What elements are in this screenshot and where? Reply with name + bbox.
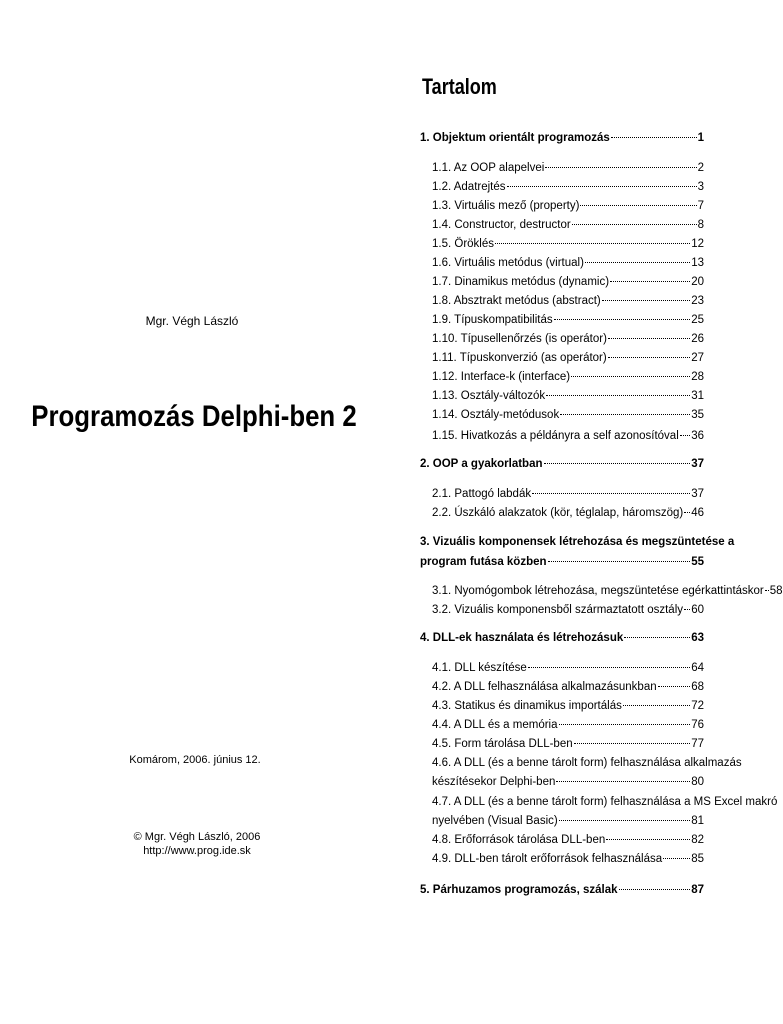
toc-page-number: 82 — [691, 834, 704, 846]
dot-leader — [528, 667, 690, 668]
toc-page-number: 23 — [691, 295, 704, 307]
toc-page-number: 12 — [691, 238, 704, 250]
dot-leader — [624, 637, 690, 638]
dot-leader — [546, 395, 690, 396]
toc-chapter-entry[interactable] — [420, 884, 704, 896]
toc-section-entry[interactable] — [432, 200, 704, 212]
toc-section-entry[interactable] — [432, 776, 704, 788]
toc-entry-label: 1.13. Osztály-változók — [432, 390, 546, 402]
toc-page-number: 35 — [691, 409, 704, 421]
dot-leader — [545, 167, 696, 168]
dot-leader — [507, 186, 697, 187]
dot-leader — [765, 590, 769, 591]
toc-section-entry[interactable] — [432, 585, 783, 597]
toc-page-number: 27 — [691, 352, 704, 364]
website-url[interactable]: http://www.prog.ide.sk — [143, 845, 251, 857]
toc-entry-label: 1. Objektum orientált programozás — [420, 132, 610, 144]
toc-section-entry[interactable] — [432, 295, 704, 307]
dot-leader — [572, 224, 697, 225]
author-name: Mgr. Végh László — [145, 314, 239, 328]
toc-entry-label: 1.8. Absztrakt metódus (abstract) — [432, 295, 601, 307]
toc-entry-label: 2.1. Pattogó labdák — [432, 488, 532, 500]
toc-page-number: 46 — [691, 507, 704, 519]
dot-leader — [610, 281, 690, 282]
toc-page-number: 60 — [691, 604, 704, 616]
toc-chapter-entry[interactable] — [420, 556, 704, 568]
toc-page-number: 13 — [691, 257, 704, 269]
dot-leader — [663, 858, 690, 859]
dot-leader — [623, 705, 690, 706]
toc-entry-label: 2.2. Úszkáló alakzatok (kör, téglalap, háromszög) — [432, 507, 684, 519]
document-title: Programozás Delphi-ben 2 — [31, 400, 357, 433]
dot-leader — [585, 262, 690, 263]
dot-leader — [495, 243, 690, 244]
toc-page-number: 77 — [691, 738, 704, 750]
toc-section-entry[interactable] — [432, 681, 704, 693]
dot-leader — [608, 357, 690, 358]
toc-section-entry[interactable] — [432, 333, 704, 345]
toc-page-number: 2 — [697, 162, 704, 174]
toc-entry-label: 1.3. Virtuális mező (property) — [432, 200, 580, 212]
toc-section-entry[interactable] — [432, 815, 704, 827]
toc-page-number: 63 — [691, 632, 704, 644]
toc-entry-label: 1.5. Öröklés — [432, 238, 494, 250]
toc-page-number: 55 — [691, 556, 704, 568]
dot-leader — [602, 300, 690, 301]
toc-section-entry[interactable] — [432, 719, 704, 731]
toc-section-entry[interactable] — [432, 219, 704, 231]
toc-page-number: 85 — [691, 853, 704, 865]
toc-entry-label: 1.10. Típusellenőrzés (is operátor) — [432, 333, 607, 345]
toc-section-entry[interactable] — [432, 390, 704, 402]
toc-page-number: 20 — [691, 276, 704, 288]
dot-leader — [559, 724, 691, 725]
dot-leader — [606, 839, 690, 840]
toc-entry-label-line1: 4.7. A DLL (és a benne tárolt form) felhasználása a MS Excel makró — [432, 796, 778, 808]
toc-entry-label: 4.5. Form tárolása DLL-ben — [432, 738, 573, 750]
toc-section-entry[interactable] — [432, 257, 704, 269]
toc-section-entry[interactable] — [432, 181, 704, 193]
toc-entry-label: 4.2. A DLL felhasználása alkalmazásunkban — [432, 681, 657, 693]
toc-section-entry[interactable] — [432, 604, 704, 616]
toc-entry-label: 1.9. Típuskompatibilitás — [432, 314, 553, 326]
toc-entry-label: 1.15. Hivatkozás a példányra a self azonosítóval — [432, 430, 679, 442]
toc-section-entry[interactable] — [432, 314, 704, 326]
dot-leader — [532, 493, 690, 494]
toc-entry-label-line1: 4.6. A DLL (és a benne tárolt form) felhasználása alkalmazás — [432, 757, 742, 769]
toc-entry-label: 3.1. Nyomógombok létrehozása, megszüntetése egérkattintáskor — [432, 585, 764, 597]
toc-page-number: 3 — [697, 181, 704, 193]
toc-entry-label: 1.2. Adatrejtés — [432, 181, 506, 193]
dot-leader — [684, 609, 690, 610]
toc-entry-label: 1.6. Virtuális metódus (virtual) — [432, 257, 584, 269]
toc-section-entry[interactable] — [432, 834, 704, 846]
toc-entry-label: 4.3. Statikus és dinamikus importálás — [432, 700, 622, 712]
toc-section-entry[interactable] — [432, 409, 704, 421]
toc-section-entry[interactable] — [432, 507, 704, 519]
toc-page-number: 81 — [691, 815, 704, 827]
toc-section-entry[interactable] — [432, 352, 704, 364]
toc-entry-label-line1: 3. Vizuális komponensek létrehozása és megszüntetése a — [420, 536, 735, 548]
toc-entry-label: 4.8. Erőforrások tárolása DLL-ben — [432, 834, 606, 846]
toc-entry-label: program futása közben — [420, 556, 547, 568]
toc-entry-label: 1.14. Osztály-metódusok — [432, 409, 560, 421]
toc-page-number: 31 — [691, 390, 704, 402]
toc-page-number: 26 — [691, 333, 704, 345]
toc-entry-label: 1.1. Az OOP alapelvei — [432, 162, 545, 174]
toc-entry-label: 4.1. DLL készítése — [432, 662, 527, 674]
toc-section-entry[interactable] — [432, 738, 704, 750]
toc-entry-label: 2. OOP a gyakorlatban — [420, 458, 543, 470]
toc-section-entry[interactable] — [432, 162, 704, 174]
toc-page-number: 28 — [691, 371, 704, 383]
toc-page-number: 58 — [769, 585, 783, 597]
toc-entry-label: 4.4. A DLL és a memória — [432, 719, 558, 731]
toc-section-entry[interactable] — [432, 662, 704, 674]
toc-entry-label: 4. DLL-ek használata és létrehozásuk — [420, 632, 624, 644]
toc-page-number: 8 — [697, 219, 704, 231]
toc-section-entry[interactable] — [432, 238, 704, 250]
place-date: Komárom, 2006. június 12. — [129, 754, 261, 766]
toc-entry-label: 1.7. Dinamikus metódus (dynamic) — [432, 276, 610, 288]
dot-leader — [556, 781, 690, 782]
dot-leader — [560, 414, 690, 415]
toc-section-entry[interactable] — [432, 276, 704, 288]
toc-entry-label: 3.2. Vizuális komponensből származtatott osztály — [432, 604, 683, 616]
toc-page-number: 76 — [691, 719, 704, 731]
copyright-line: © Mgr. Végh László, 2006 — [133, 831, 261, 843]
toc-page-number: 72 — [691, 700, 704, 712]
toc-entry-label: 1.12. Interface-k (interface) — [432, 371, 571, 383]
toc-section-entry[interactable] — [432, 700, 704, 712]
toc-page-number: 64 — [691, 662, 704, 674]
toc-entry-label: készítésekor Delphi-ben — [432, 776, 556, 788]
dot-leader — [684, 512, 690, 513]
toc-section-entry[interactable] — [432, 371, 704, 383]
dot-leader — [548, 561, 691, 562]
toc-entry-label: 4.9. DLL-ben tárolt erőforrások felhasználása — [432, 853, 663, 865]
dot-leader — [619, 889, 691, 890]
dot-leader — [554, 319, 691, 320]
dot-leader — [559, 820, 690, 821]
toc-page-number: 37 — [691, 488, 704, 500]
toc-page-number: 7 — [697, 200, 704, 212]
toc-heading: Tartalom — [422, 74, 497, 99]
toc-entry-label: 1.4. Constructor, destructor — [432, 219, 571, 231]
toc-chapter-entry[interactable] — [420, 632, 704, 644]
toc-entry-label: 1.11. Típuskonverzió (as operátor) — [432, 352, 607, 364]
toc-page-number: 25 — [691, 314, 704, 326]
toc-page-number: 80 — [691, 776, 704, 788]
toc-page-number: 87 — [691, 884, 704, 896]
copyright-block — [0, 830, 394, 858]
toc-page-number: 36 — [691, 430, 704, 442]
toc-section-entry[interactable] — [432, 430, 704, 442]
toc-chapter-entry[interactable] — [420, 458, 704, 470]
dot-leader — [680, 435, 690, 436]
toc-page-number: 37 — [691, 458, 704, 470]
dot-leader — [608, 338, 690, 339]
dot-leader — [580, 205, 696, 206]
toc-section-entry[interactable] — [432, 488, 704, 500]
dot-leader — [658, 686, 691, 687]
toc-entry-label: nyelvében (Visual Basic) — [432, 815, 558, 827]
toc-page-number: 1 — [697, 132, 704, 144]
dot-leader — [571, 376, 690, 377]
dot-leader — [574, 743, 691, 744]
toc-section-entry[interactable] — [432, 853, 704, 865]
dot-leader — [544, 463, 691, 464]
toc-entry-label: 5. Párhuzamos programozás, szálak — [420, 884, 618, 896]
toc-chapter-entry[interactable] — [420, 132, 704, 144]
toc-page-number: 68 — [691, 681, 704, 693]
dot-leader — [611, 137, 697, 138]
